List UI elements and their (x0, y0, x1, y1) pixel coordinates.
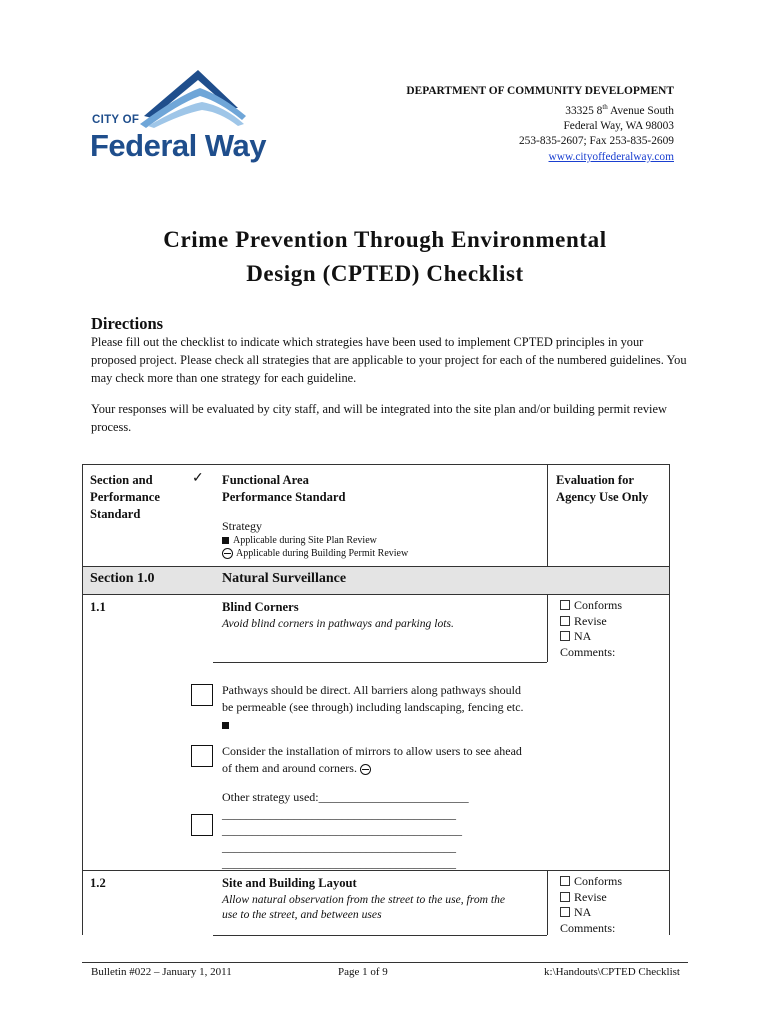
section-name: Natural Surveillance (222, 571, 347, 586)
checkbox-icon[interactable] (560, 876, 570, 886)
header-check-mark: ✓ (192, 471, 204, 486)
page-title (0, 223, 770, 291)
section-row-bg (82, 566, 670, 594)
header-evaluation: Evaluation for Agency Use Only (556, 473, 649, 504)
directions-heading: Directions (91, 314, 164, 333)
strategy-checkbox-2[interactable] (191, 745, 213, 767)
strategy-checkbox-1[interactable] (191, 684, 213, 706)
legend-site-plan: Applicable during Site Plan Review (222, 534, 377, 547)
circle-minus-icon (222, 548, 233, 559)
header-section-standard: Section and Performance Standard (90, 473, 160, 521)
guideline-title-1-2: Site and Building Layout (222, 876, 357, 890)
logo-name: Federal Way (90, 128, 266, 163)
title-line-2: Design (CPTED) Checklist (246, 261, 524, 286)
eval-revise[interactable]: Revise (560, 890, 622, 906)
eval-comments-label: Comments: (560, 920, 616, 935)
guideline-title-1-1: Blind Corners (222, 600, 299, 614)
department-address1: 33325 8th Avenue South (565, 102, 674, 117)
eval-revise[interactable]: Revise (560, 614, 622, 630)
strategy-checkbox-other[interactable] (191, 814, 213, 836)
city-logo (88, 66, 298, 176)
logo-city-of: CITY OF (92, 114, 140, 126)
logo-wave-icon (138, 66, 248, 128)
strategy-other: Other strategy used:_________________________ _______________________________________ ________________________________________ _______________________________________ _______________________________________ (222, 790, 469, 870)
footer-page-number: Page 1 of 9 (338, 966, 388, 978)
footer-bulletin: Bulletin #022 – January 1, 2011 (91, 966, 232, 978)
website-link[interactable]: www.cityoffederalway.com (548, 150, 674, 163)
cpted-checklist-table (82, 464, 670, 935)
guideline-number-1-1: 1.1 (90, 600, 106, 614)
directions-paragraph-1: Please fill out the checklist to indicate which strategies have been used to implement CPTED principles in your proposed project. Please check all strategies that are applicable to your project for each of the numbered guidelines. You may check more than one strategy for each guideline. (91, 335, 687, 385)
legend-building-permit: Applicable during Building Permit Review (222, 547, 408, 560)
footer-file-path: k:\Handouts\CPTED Checklist (544, 966, 680, 978)
department-address2: Federal Way, WA 98003 (563, 119, 674, 132)
eval-conforms[interactable]: Conforms (560, 598, 622, 614)
section-number: Section 1.0 (90, 571, 155, 586)
department-name: DEPARTMENT OF COMMUNITY DEVELOPMENT (406, 85, 674, 97)
guideline-desc-1-1: Avoid blind corners in pathways and parking lots. (222, 617, 454, 630)
strategy-text-1: Pathways should be direct. All barriers along pathways should be permeable (see through) including landscaping, fencing etc. (222, 682, 524, 733)
footer-divider (82, 962, 688, 963)
square-bullet-icon (222, 537, 229, 544)
evaluation-1-1 (560, 598, 622, 660)
guideline-number-1-2: 1.2 (90, 876, 106, 890)
directions-paragraph-2: Your responses will be evaluated by city staff, and will be integrated into the site plan and/or building permit review process. (91, 402, 667, 434)
strategy-text-2: Consider the installation of mirrors to allow users to see ahead of them and around corners. (222, 744, 522, 775)
checkbox-icon[interactable] (560, 631, 570, 641)
header-strategy: Strategy (222, 519, 262, 533)
checkbox-icon[interactable] (560, 600, 570, 610)
circle-minus-icon (360, 764, 371, 775)
department-phone: 253-835-2607; Fax 253-835-2609 (518, 135, 674, 148)
eval-na[interactable]: NA (560, 629, 622, 645)
eval-comments-label: Comments: (560, 644, 616, 659)
eval-na[interactable]: NA (560, 905, 622, 921)
department-block (406, 84, 674, 165)
square-bullet-icon (222, 722, 229, 729)
checkbox-icon[interactable] (560, 616, 570, 626)
header-functional-area: Functional Area Performance Standard (222, 473, 346, 504)
evaluation-1-2 (560, 874, 622, 936)
checkbox-icon[interactable] (560, 907, 570, 917)
title-line-1: Crime Prevention Through Environmental (163, 227, 607, 252)
checkbox-icon[interactable] (560, 892, 570, 902)
eval-conforms[interactable]: Conforms (560, 874, 622, 890)
guideline-desc-1-2: Allow natural observation from the street to the use, from the use to the street, and between uses (222, 893, 506, 921)
